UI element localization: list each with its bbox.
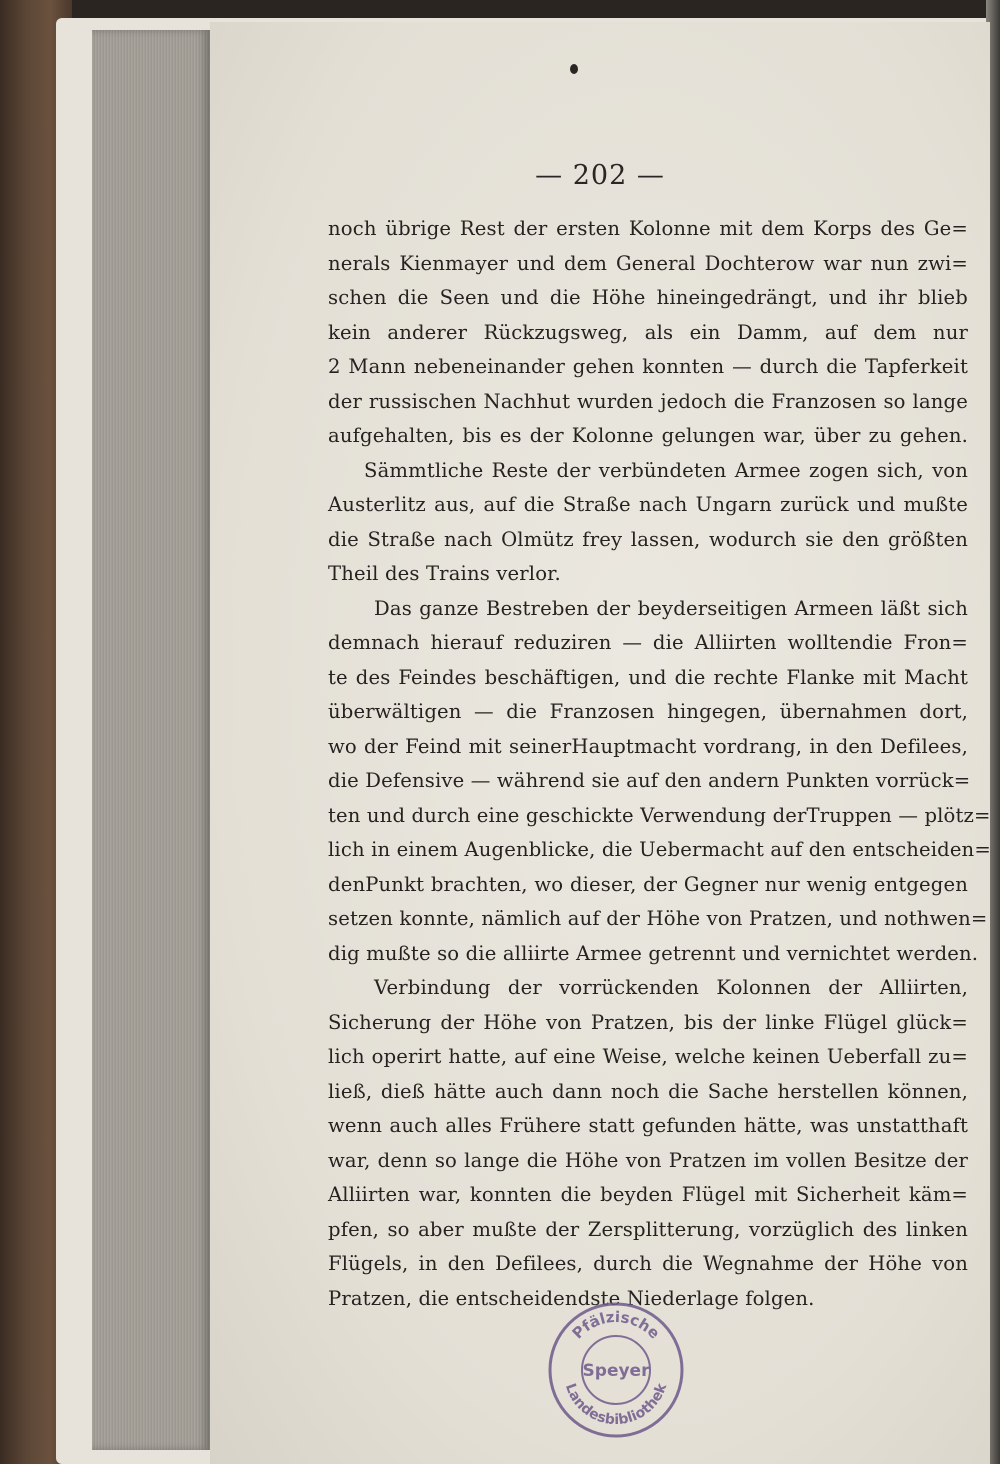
text-line: te des Feindes beschäftigen, und die rechte Flanke mit Macht [328, 665, 968, 689]
text-line: Pratzen, die entscheidendste Niederlage folgen. [328, 1286, 815, 1310]
text-line: demnach hierauf reduziren — die Alliirten wolltendie Fron= [328, 631, 968, 654]
page [210, 22, 990, 1464]
text-line: lich operirt hatte, auf eine Weise, welche keinen Ueberfall zu= [328, 1045, 968, 1068]
text-line: war, denn so lange die Höhe von Pratzen im vollen Besitze der [328, 1148, 968, 1172]
ink-dot [570, 64, 578, 74]
library-stamp [546, 1300, 686, 1440]
text-line: überwältigen — die Franzosen hingegen, übernahmen dort, [328, 700, 968, 723]
text-line: Flügels, in den Defilees, durch die Wegnahme der Höhe von [328, 1252, 968, 1275]
text-line: nerals Kienmayer und dem General Dochterow war nun zwi= [328, 251, 968, 275]
text-line: setzen konnte, nämlich auf der Höhe von Pratzen, und nothwen= [328, 907, 988, 930]
text-line: Das ganze Bestreben der beyderseitigen Armeen läßt sich [374, 596, 968, 620]
page-number: — 202 — [535, 160, 665, 191]
text-line: Theil des Trains verlor. [328, 562, 561, 585]
text-line: 2 Mann nebeneinander gehen konnten — durch die Tapferkeit [328, 355, 968, 378]
text-line: Verbindung der vorrückenden Kolonnen der Alliirten, [374, 976, 968, 999]
page-edges [92, 30, 210, 1450]
text-line: kein anderer Rückzugsweg, als ein Damm, auf dem nur [328, 320, 968, 344]
text-line: die Defensive — während sie auf den andern Punkten vorrück= [328, 769, 971, 792]
text-line: wo der Feind mit seinerHauptmacht vordrang, in den Defilees, [328, 734, 968, 758]
text-line: schen die Seen und die Höhe hineingedrängt, und ihr blieb [328, 286, 968, 309]
text-line: dig mußte so die alliirte Armee getrennt und vernichtet werden. [328, 941, 979, 965]
text-line: Alliirten war, konnten die beyden Flügel mit Sicherheit käm= [328, 1183, 968, 1206]
text-line: pfen, so aber mußte der Zersplitterung, vorzüglich des linken [328, 1217, 968, 1241]
text-line: der russischen Nachhut wurden jedoch die Franzosen so lange [328, 389, 968, 413]
text-line: noch übrige Rest der ersten Kolonne mit dem Korps des Ge= [328, 217, 968, 240]
text-line: lich in einem Augenblicke, die Uebermacht auf den entscheiden= [328, 838, 991, 861]
text-line: denPunkt brachten, wo dieser, der Gegner nur wenig entgegen [328, 872, 968, 896]
text-line: Sicherung der Höhe von Pratzen, bis der linke Flügel glück= [328, 1010, 968, 1034]
stamp-bottom-text: Landesbibliothek [561, 1381, 671, 1429]
text-line: ten und durch eine geschickte Verwendung derTruppen — plötz= [328, 803, 991, 827]
text-line: Sämmtliche Reste der verbündeten Armee zogen sich, von [364, 458, 968, 482]
text-line: aufgehalten, bis es der Kolonne gelungen war, über zu gehen. [328, 424, 968, 447]
stamp-center-text: Speyer [582, 1361, 650, 1381]
text-line: wenn auch alles Frühere statt gefunden hätte, was unstatthaft [328, 1114, 968, 1137]
text-line: die Straße nach Olmütz frey lassen, wodurch sie den größten [328, 527, 968, 551]
text-line: Austerlitz aus, auf die Straße nach Ungarn zurück und mußte [328, 493, 968, 516]
body-text [328, 212, 991, 1316]
text-line: ließ, dieß hätte auch dann noch die Sache herstellen können, [328, 1079, 968, 1103]
stamp-top-text: Pfälzische [568, 1307, 664, 1343]
